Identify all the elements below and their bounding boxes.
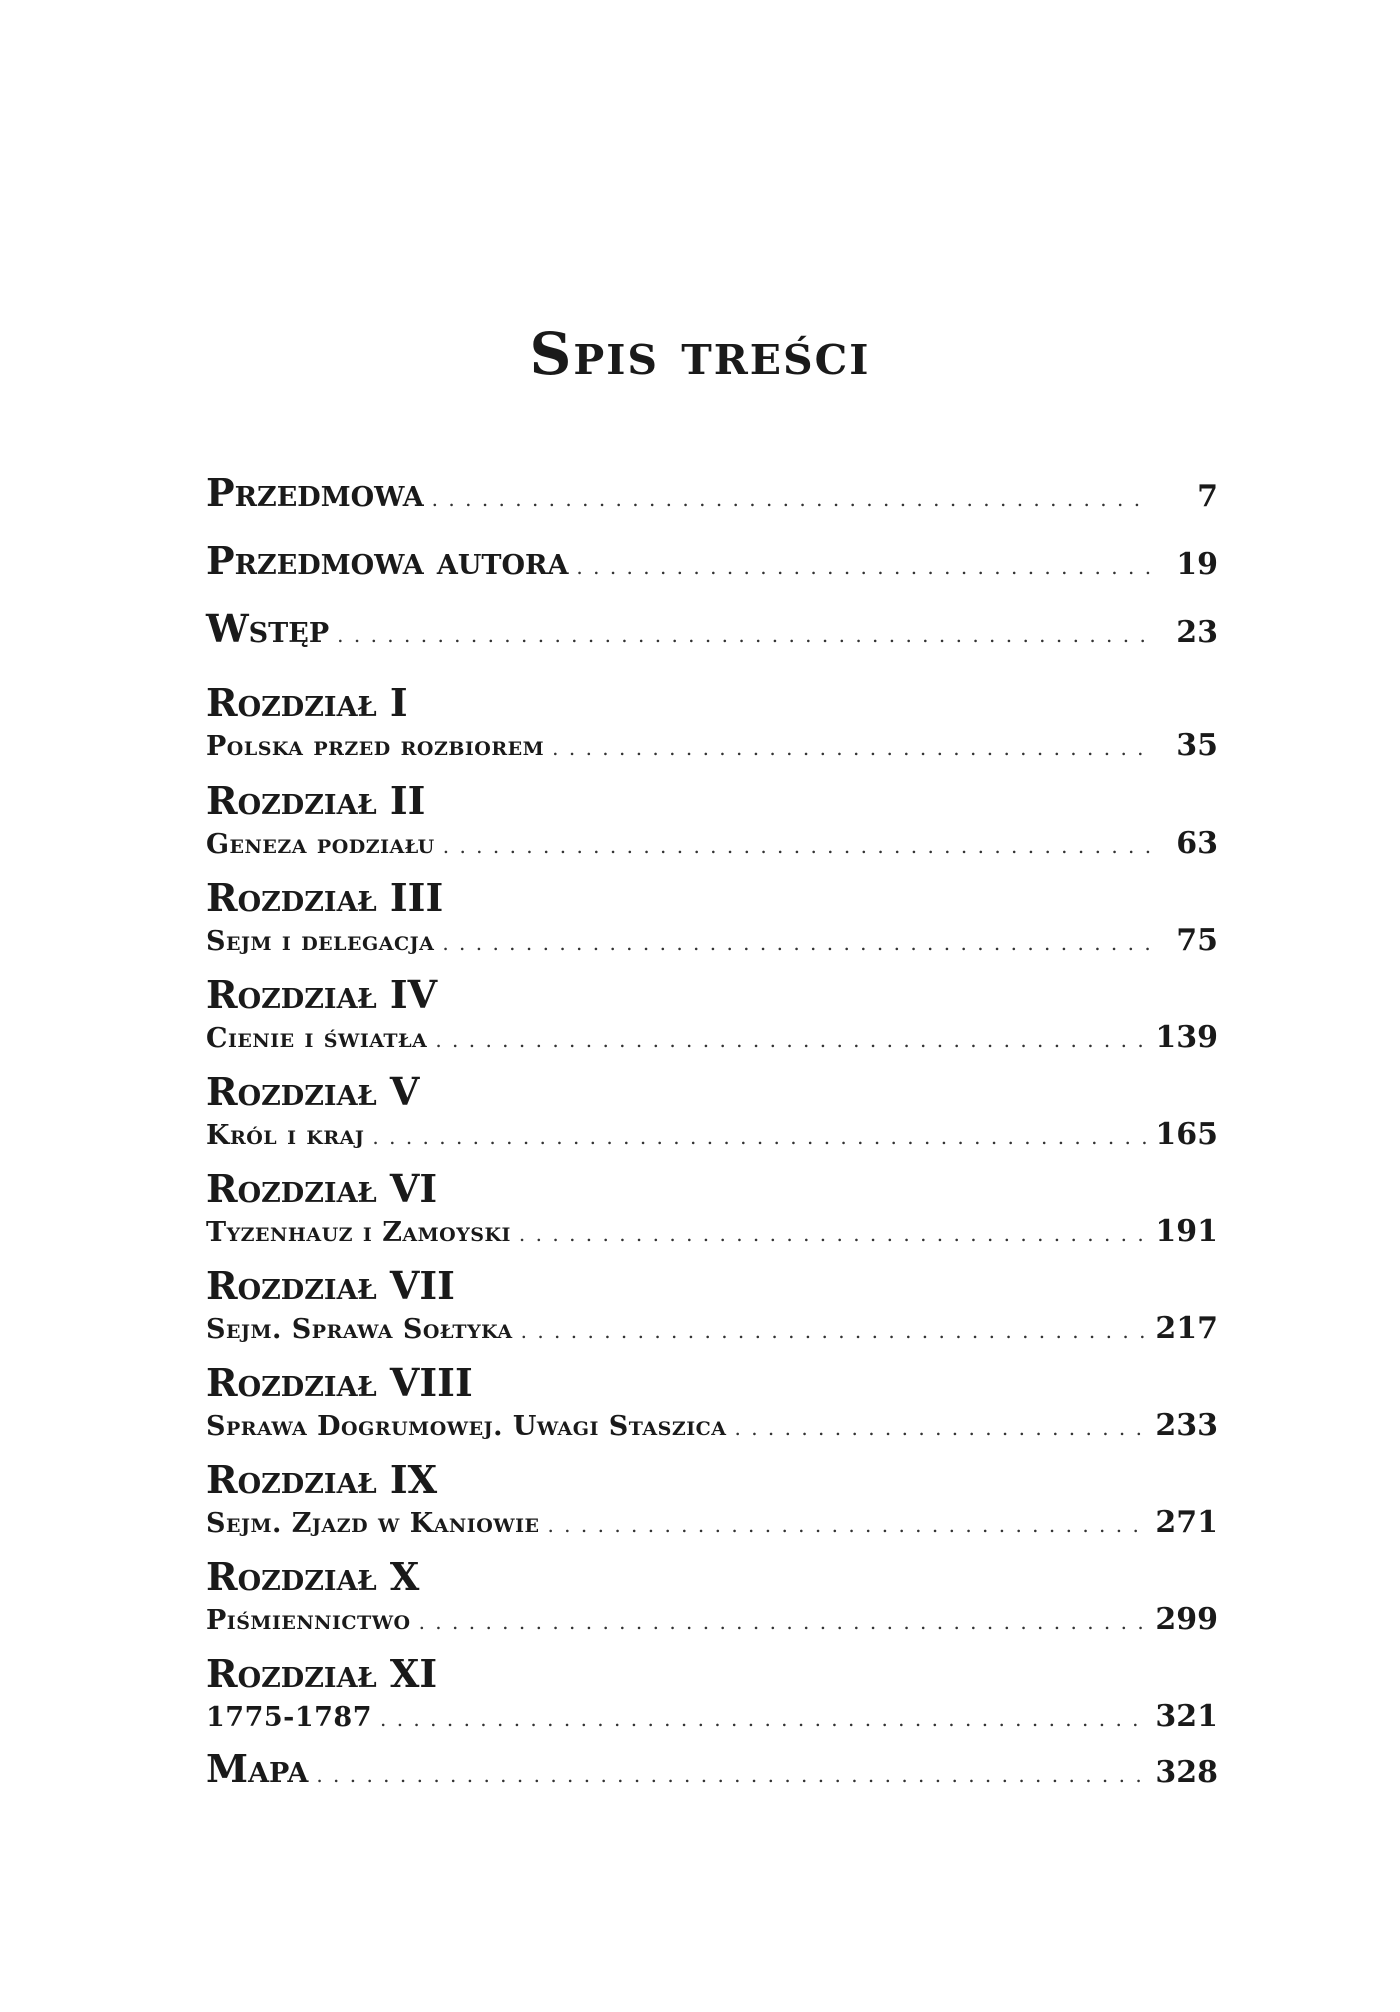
entry-page-number: 217 [1155, 1311, 1218, 1346]
entry-label: Polska przed rozbiorem [206, 731, 545, 762]
toc-entry-chapter-8[interactable] [206, 1408, 1218, 1443]
toc-entry-front-1[interactable] [206, 538, 1218, 583]
chapter-heading: Rozdział VI [206, 1166, 438, 1211]
chapter-heading: Rozdział X [206, 1554, 420, 1599]
chapter-heading: Rozdział VIII [206, 1360, 473, 1405]
toc-entry-chapter-5[interactable] [206, 1117, 1218, 1152]
entry-page-number: 191 [1155, 1214, 1218, 1249]
entry-label: Geneza podziału [206, 829, 435, 860]
leader-dots [734, 1416, 1149, 1440]
entry-page-number: 35 [1176, 728, 1218, 763]
chapter-heading: Rozdział XI [206, 1651, 438, 1696]
leader-dots [552, 736, 1152, 760]
toc-entry-chapter-1[interactable] [206, 728, 1218, 763]
entry-page-number: 19 [1176, 547, 1218, 582]
entry-page-number: 328 [1155, 1755, 1218, 1790]
chapter-heading: Rozdział V [206, 1069, 420, 1114]
entry-page-number: 299 [1155, 1602, 1218, 1637]
entry-label: Przedmowa autora [206, 538, 569, 583]
leader-dots [547, 1513, 1149, 1537]
entry-page-number: 233 [1155, 1408, 1218, 1443]
leader-dots [519, 1222, 1149, 1246]
chapter-heading: Rozdział II [206, 778, 426, 823]
entry-page-number: 75 [1176, 923, 1218, 958]
toc-entry-chapter-6[interactable] [206, 1214, 1218, 1249]
entry-label: Wstęp [206, 606, 330, 651]
entry-label: 1775-1787 [206, 1702, 372, 1733]
toc-entry-chapter-10[interactable] [206, 1602, 1218, 1637]
toc-entry-front-2[interactable] [206, 606, 1218, 651]
toc-entry-front-0[interactable] [206, 470, 1218, 515]
leader-dots [576, 555, 1152, 579]
chapter-heading: Rozdział I [206, 680, 408, 725]
toc-entry-chapter-4[interactable] [206, 1020, 1218, 1055]
leader-dots [337, 623, 1152, 647]
entry-label: Mapa [206, 1746, 309, 1791]
entry-label: Piśmiennictwo [206, 1605, 411, 1636]
chapter-heading: Rozdział III [206, 875, 444, 920]
chapter-heading: Rozdział VII [206, 1263, 455, 1308]
entry-label: Cienie i światła [206, 1023, 428, 1054]
leader-dots [432, 487, 1152, 511]
leader-dots [521, 1319, 1150, 1343]
leader-dots [372, 1125, 1149, 1149]
entry-page-number: 139 [1155, 1020, 1218, 1055]
entry-page-number: 63 [1176, 826, 1218, 861]
entry-page-number: 321 [1155, 1699, 1218, 1734]
toc-entry-chapter-11[interactable] [206, 1699, 1218, 1734]
entry-label: Sejm. Sprawa Sołtyka [206, 1314, 513, 1345]
page-title: Spis treści [529, 320, 871, 388]
chapter-heading: Rozdział IX [206, 1457, 438, 1502]
toc-entry-chapter-9[interactable] [206, 1505, 1218, 1540]
entry-page-number: 23 [1176, 615, 1218, 650]
entry-page-number: 271 [1155, 1505, 1218, 1540]
entry-label: Przedmowa [206, 470, 424, 515]
leader-dots [419, 1610, 1150, 1634]
leader-dots [435, 1028, 1149, 1052]
chapter-heading: Rozdział IV [206, 972, 438, 1017]
entry-label: Sejm i delegacja [206, 926, 435, 957]
entry-label: Sejm. Zjazd w Kaniowie [206, 1508, 540, 1539]
entry-page-number: 165 [1155, 1117, 1218, 1152]
toc-entry-chapter-3[interactable] [206, 923, 1218, 958]
entry-label: Sprawa Dogrumowej. Uwagi Staszica [206, 1411, 727, 1442]
leader-dots [316, 1763, 1149, 1787]
leader-dots [380, 1707, 1149, 1731]
toc-entry-chapter-2[interactable] [206, 826, 1218, 861]
toc-entry-back-0[interactable] [206, 1746, 1218, 1791]
leader-dots [443, 834, 1152, 858]
toc-entry-chapter-7[interactable] [206, 1311, 1218, 1346]
entry-page-number: 7 [1197, 479, 1218, 514]
leader-dots [442, 931, 1152, 955]
entry-label: Król i kraj [206, 1120, 365, 1151]
entry-label: Tyzenhauz i Zamoyski [206, 1217, 511, 1248]
